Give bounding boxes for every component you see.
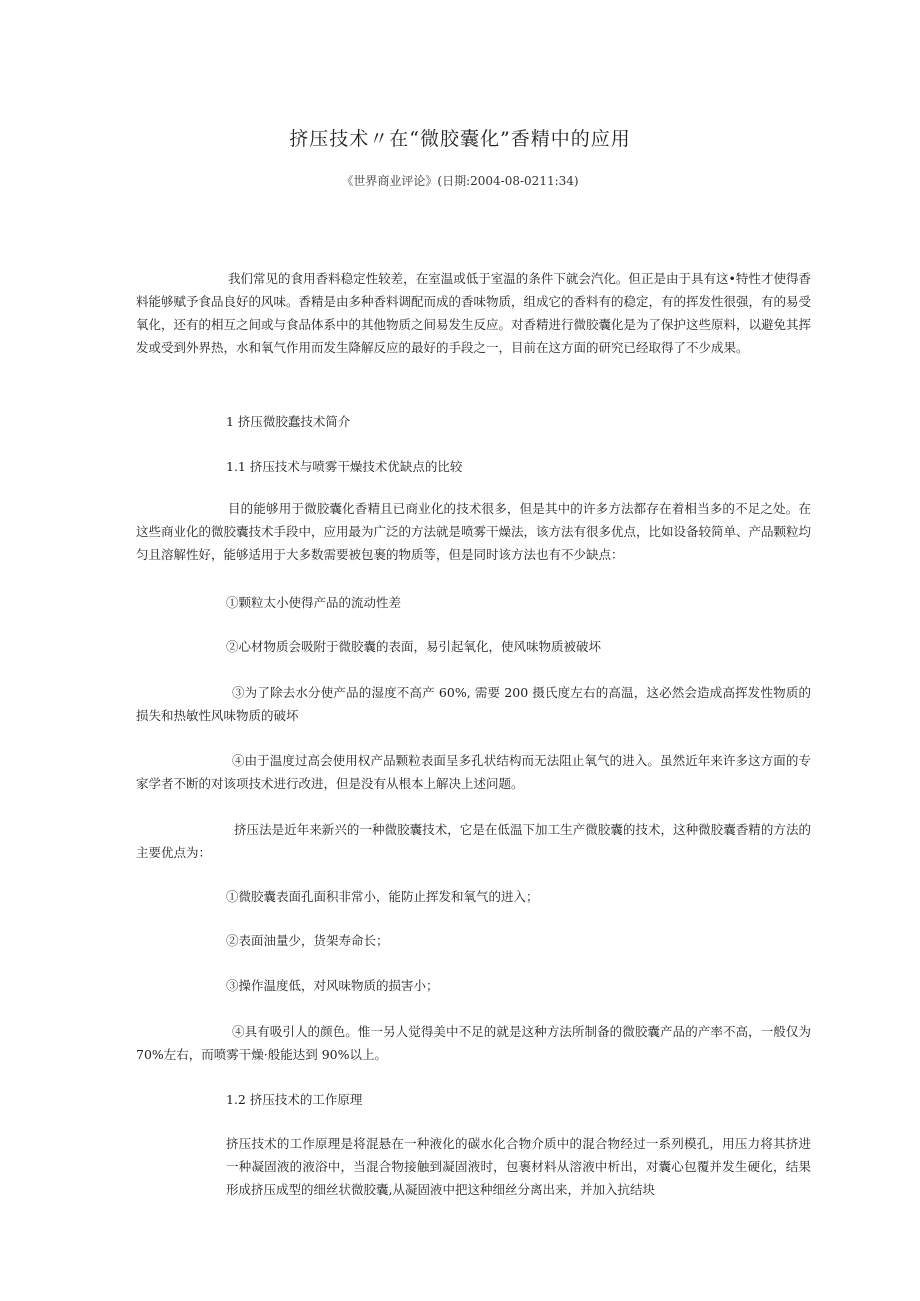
disadvantage-item-3: ③为了除去水分使产品的湿度不高产 60%, 需要 200 摄氏度左右的高温，这必然会造成高挥发性物质的损失和热敏性风味物质的破坏: [136, 685, 811, 723]
document-title: 挤压技术〃在“微胶囊化”香精中的应用: [289, 128, 631, 150]
advantage-item-3: ③操作温度低，对风味物质的损害小；: [226, 978, 439, 993]
paragraph-working-principle: 挤压技术的工作原理是将混悬在一种液化的碳水化合物介质中的混合物经过一系列模孔，用压力将其挤进一种凝固液的液浴中，当混合物接触到凝固液时，包裹材料从溶液中析出，对囊心包覆并发生硬化，结果形成挤压成型的细丝状微胶囊,从凝固液中把这种细丝分离出来，并加入抗结块: [226, 1136, 811, 1197]
advantage-item-2: ②表面油量少，货架寿命长；: [226, 933, 389, 948]
advantage-item-4: ④具有吸引人的颜色。惟一另人觉得美中不足的就是这种方法所制备的微胶囊产品的产率不高，一般仅为 70%左右，而喷雾干燥·般能达到 90%以上。: [136, 1024, 811, 1062]
disadvantage-item-2: ②心材物质会吸附于微胶囊的表面，易引起氧化，使风味物质被破坏: [226, 639, 602, 654]
paragraph-intro: 我们常见的食用香料稳定性较差，在室温或低于室温的条件下就会汽化。但正是由于具有这•特性才使得香料能够赋予食品良好的风味。香精是由多种香料调配而成的香味物质，组成它的香料有的稳定，有的挥发性很强，有的易受氧化，还有的相互之间或与食品体系中的其他物质之间易发生反应。对香精进行微胶囊化是为了保护这些原料，以避免其挥发或受到外界热，水和氧气作用而发生降解反应的最好的手段之一，目前在这方面的研究已经取得了不少成果。: [136, 271, 812, 355]
section-heading-1: 1 挤压微胶蠢技术简介: [226, 414, 351, 429]
document-source: 《世界商业评论》(日期:2004-08-0211:34): [341, 174, 579, 188]
paragraph-extrusion-intro: 挤压法是近年来新兴的一种微胶囊技术，它是在低温下加工生产微胶囊的技术，这种微胶囊香精的方法的主要优点为：: [136, 822, 811, 860]
advantage-item-1: ①微胶囊表面孔面积非常小，能防止挥发和氧气的进入；: [226, 889, 539, 904]
disadvantage-item-4: ④由于温度过高会使用权产品颗粒表面呈多孔状结构而无法阻止氧气的进入。虽然近年来许多这方面的专家学者不断的对该项技术进行改进，但是没有从根本上解决上述问题。: [136, 753, 811, 791]
section-heading-1-2: 1.2 挤压技术的工作原理: [226, 1092, 363, 1107]
section-heading-1-1: 1.1 挤压技术与喷雾干燥技术优缺点的比较: [226, 459, 463, 474]
paragraph-spray-drying: 目的能够用于微胶囊化香精且已商业化的技术很多，但是其中的许多方法都存在着相当多的不足之处。在这些商业化的微胶囊技术手段中，应用最为广泛的方法就是喷雾干燥法，该方法有很多优点，比如设备较简单、产品颗粒均匀且溶解性好，能够适用于大多数需要被包裹的物质等，但是同时该方法也有不少缺点：: [136, 501, 812, 562]
disadvantage-item-1: ①颗粒太小使得产品的流动性差: [226, 595, 402, 610]
